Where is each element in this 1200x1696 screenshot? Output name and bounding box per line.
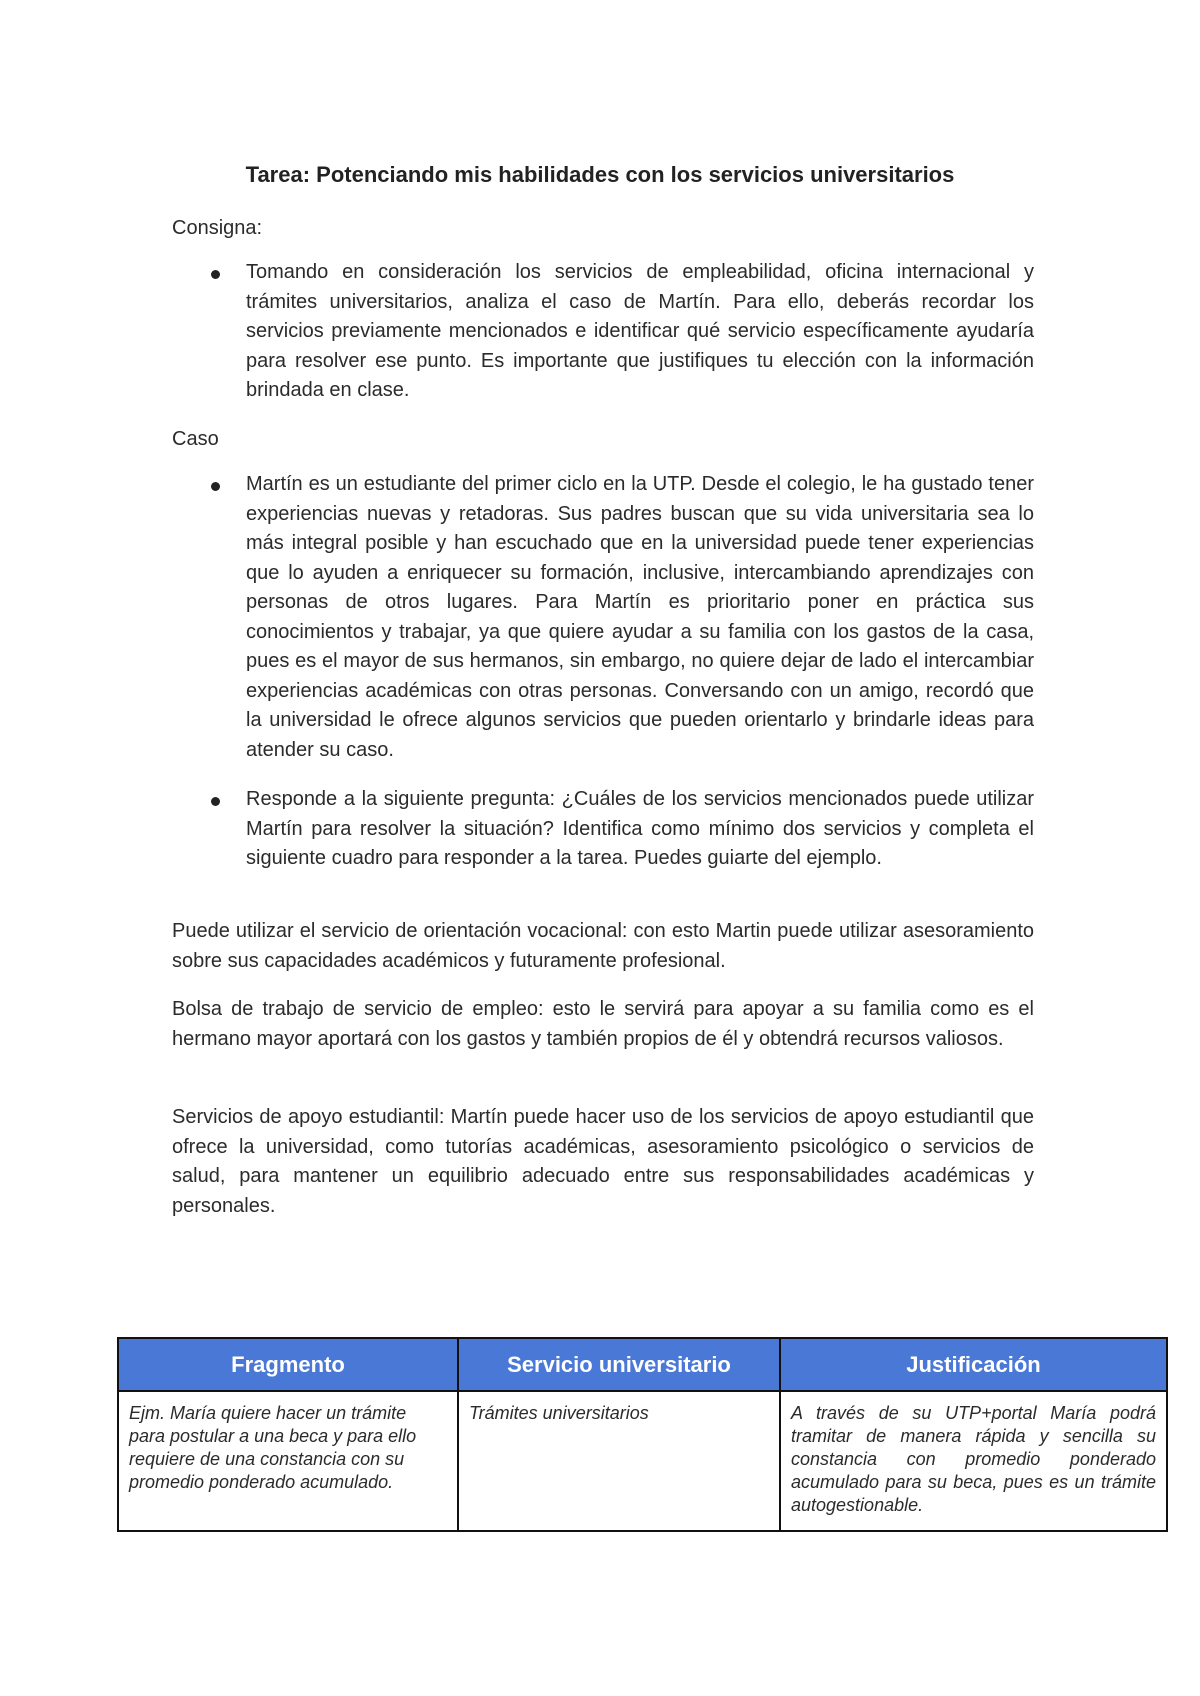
answer-paragraph-1: Puede utilizar el servicio de orientación vocacional: con esto Martin puede utilizar asesoramiento sobre sus capacidades académicos y futuramente profesional. bbox=[172, 920, 1034, 972]
caso-bullet-1: Martín es un estudiante del primer ciclo en la UTP. Desde el colegio, le ha gustado tener experiencias nuevas y retadoras. Sus padres buscan que su vida universitaria sea lo más integral posible y han escuchado que en la universidad puede tener experiencias que lo ayuden a enriquecer su formación, inclusive, intercambiando aprendizajes con personas de otros lugares. Para Martín es prioritario poner en práctica sus conocimientos y trabajar, ya que quiere ayudar a su familia con los gastos de la casa, pues es el mayor de sus hermanos, sin embargo, no quiere dejar de lado el intercambiar experiencias académicas con otras personas. Conversando con un amigo, recordó que la universidad le ofrece algunos servicios que pueden orientarlo y brindarle ideas para atender su caso. bbox=[246, 473, 1034, 761]
answer-paragraph-3: Servicios de apoyo estudiantil: Martín puede hacer uso de los servicios de apoyo estudiantil que ofrece la universidad, como tutorías académicas, asesoramiento psicológico o servicios de salud, para mantener un equilibrio adecuado entre sus responsabilidades académicas y personales. bbox=[172, 1106, 1034, 1217]
cell-fragmento: Ejm. María quiere hacer un trámite para postular a una beca y para ello requiere de una constancia con su promedio ponderado acumulado. bbox=[118, 1391, 458, 1531]
table-header-row bbox=[118, 1338, 1167, 1391]
caso-label: Caso bbox=[172, 428, 219, 450]
cell-justificacion: A través de su UTP+portal María podrá tramitar de manera rápida y sencilla su constancia con promedio ponderado acumulado para su beca, pues es un trámite autogestionable. bbox=[780, 1391, 1167, 1531]
header-justificacion: Justificación bbox=[780, 1338, 1167, 1391]
cell-servicio: Trámites universitarios bbox=[458, 1391, 780, 1531]
caso-bullet-2: Responde a la siguiente pregunta: ¿Cuáles de los servicios mencionados puede utilizar Martín para resolver la situación? Identifica como mínimo dos servicios y completa el siguiente cuadro para responder a la tarea. Puedes guiarte del ejemplo. bbox=[246, 788, 1034, 869]
bullet-dot-icon bbox=[211, 797, 220, 806]
consigna-label: Consigna: bbox=[172, 217, 263, 239]
bullet-dot-icon bbox=[211, 482, 220, 491]
services-table bbox=[117, 1337, 1168, 1532]
bullet-dot-icon bbox=[211, 270, 220, 279]
header-fragmento: Fragmento bbox=[118, 1338, 458, 1391]
table-row bbox=[118, 1391, 1167, 1531]
document-title: Tarea: Potenciando mis habilidades con los servicios universitarios bbox=[245, 162, 955, 187]
header-servicio: Servicio universitario bbox=[458, 1338, 780, 1391]
answer-paragraph-2: Bolsa de trabajo de servicio de empleo: esto le servirá para apoyar a su familia como es el hermano mayor aportará con los gastos y también propios de él y obtendrá recursos valiosos. bbox=[172, 998, 1034, 1050]
consigna-bullet: Tomando en consideración los servicios de empleabilidad, oficina internacional y trámites universitarios, analiza el caso de Martín. Para ello, deberás recordar los servicios previamente mencionados e identificar qué servicio específicamente ayudaría para resolver ese punto. Es importante que justifiques tu elección con la información brindada en clase. bbox=[246, 261, 1034, 401]
